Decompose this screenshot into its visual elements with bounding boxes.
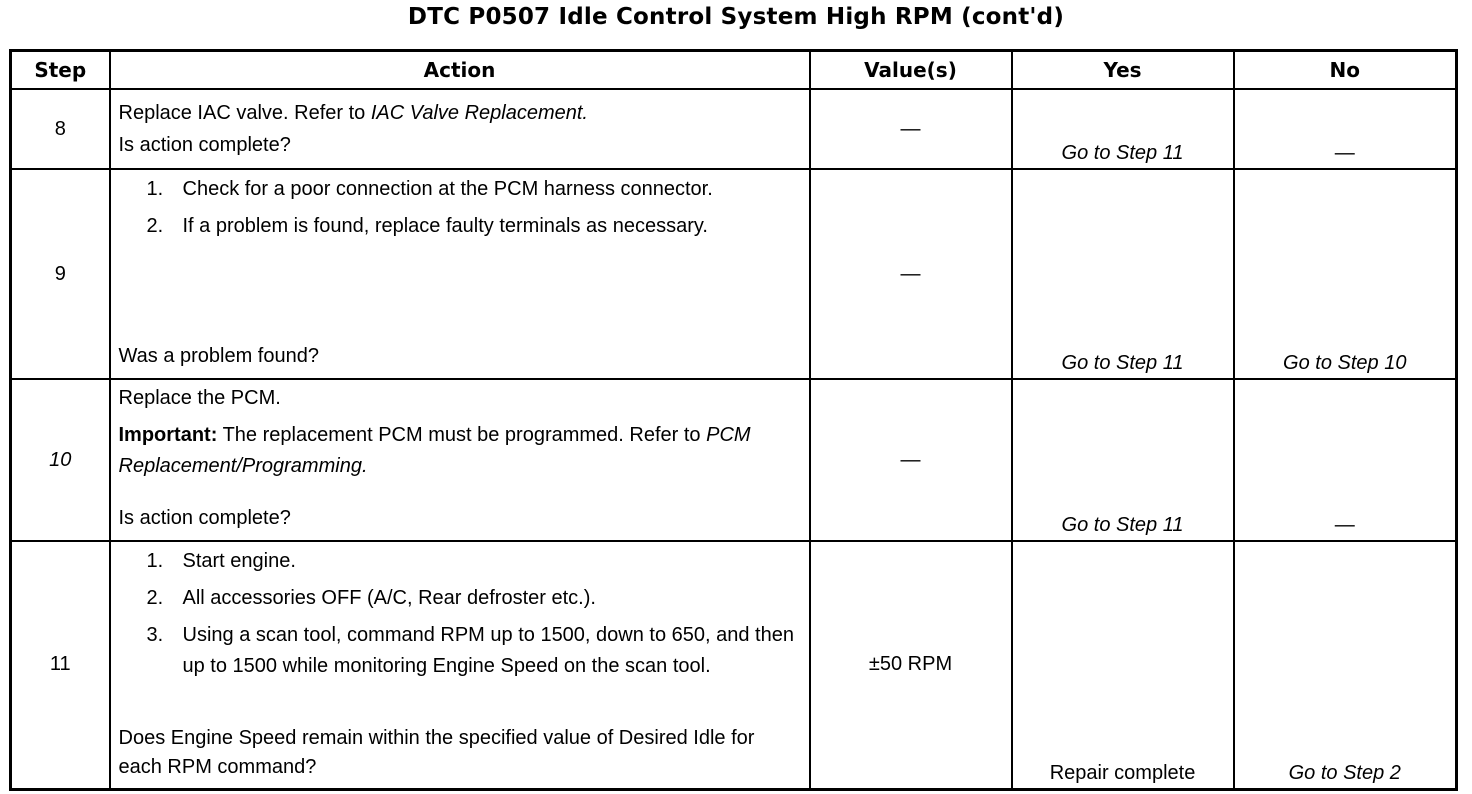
yes-cell: Repair complete (1012, 541, 1234, 789)
step-number: 10 (11, 379, 110, 541)
list-item: 1. Check for a poor connection at the PCM harness connector. (146, 178, 713, 200)
value-cell: — (810, 89, 1012, 169)
step-number: 9 (11, 169, 110, 379)
list-item: 1. Start engine. (146, 550, 296, 572)
header-step: Step (11, 51, 110, 90)
important-note: Important: The replacement PCM must be programmed. Refer to PCM Replacement/Programming. (118, 424, 751, 477)
diagnostic-table (9, 49, 1458, 791)
step-number: 8 (11, 89, 110, 169)
action-cell (110, 541, 810, 789)
header-yes: Yes (1012, 51, 1234, 90)
table-row (11, 169, 1457, 379)
value-cell: — (810, 379, 1012, 541)
action-cell (110, 379, 810, 541)
no-cell: — (1234, 89, 1457, 169)
yes-cell: Go to Step 11 (1012, 379, 1234, 541)
reference-link: PCM Replacement/Programming. (118, 424, 751, 477)
step-number: 11 (11, 541, 110, 789)
action-text: Replace IAC valve. Refer to IAC Valve Replacement. (118, 102, 588, 124)
action-text: Replace the PCM. (118, 387, 281, 409)
yes-cell: Go to Step 11 (1012, 89, 1234, 169)
header-no: No (1234, 51, 1457, 90)
action-question: Is action complete? (118, 134, 291, 156)
no-cell: — (1234, 379, 1457, 541)
no-cell: Go to Step 2 (1234, 541, 1457, 789)
table-row (11, 541, 1457, 789)
action-cell (110, 89, 810, 169)
action-question: Is action complete? (118, 507, 291, 529)
reference-link: IAC Valve Replacement. (370, 102, 588, 124)
value-cell: ±50 RPM (810, 541, 1012, 789)
action-cell (110, 169, 810, 379)
list-item: 2. All accessories OFF (A/C, Rear defroster etc.). (146, 587, 596, 609)
table-header-row (11, 51, 1457, 90)
header-action: Action (110, 51, 810, 90)
table-row (11, 89, 1457, 169)
action-steps-list (119, 546, 803, 688)
value-cell: — (810, 169, 1012, 379)
list-item: 2. If a problem is found, replace faulty terminals as necessary. (146, 215, 708, 237)
action-question: Was a problem found? (118, 345, 319, 367)
table-row (11, 379, 1457, 541)
page-title: DTC P0507 Idle Control System High RPM (cont'd) (407, 4, 1065, 30)
list-item: 3. Using a scan tool, command RPM up to 1500, down to 650, and then up to 1500 while monitoring Engine Speed on the scan tool. (146, 624, 794, 677)
action-question: Does Engine Speed remain within the specified value of Desired Idle for each RPM command? (118, 727, 755, 778)
header-values: Value(s) (810, 51, 1012, 90)
action-steps-list (119, 174, 803, 248)
no-cell: Go to Step 10 (1234, 169, 1457, 379)
yes-cell: Go to Step 11 (1012, 169, 1234, 379)
